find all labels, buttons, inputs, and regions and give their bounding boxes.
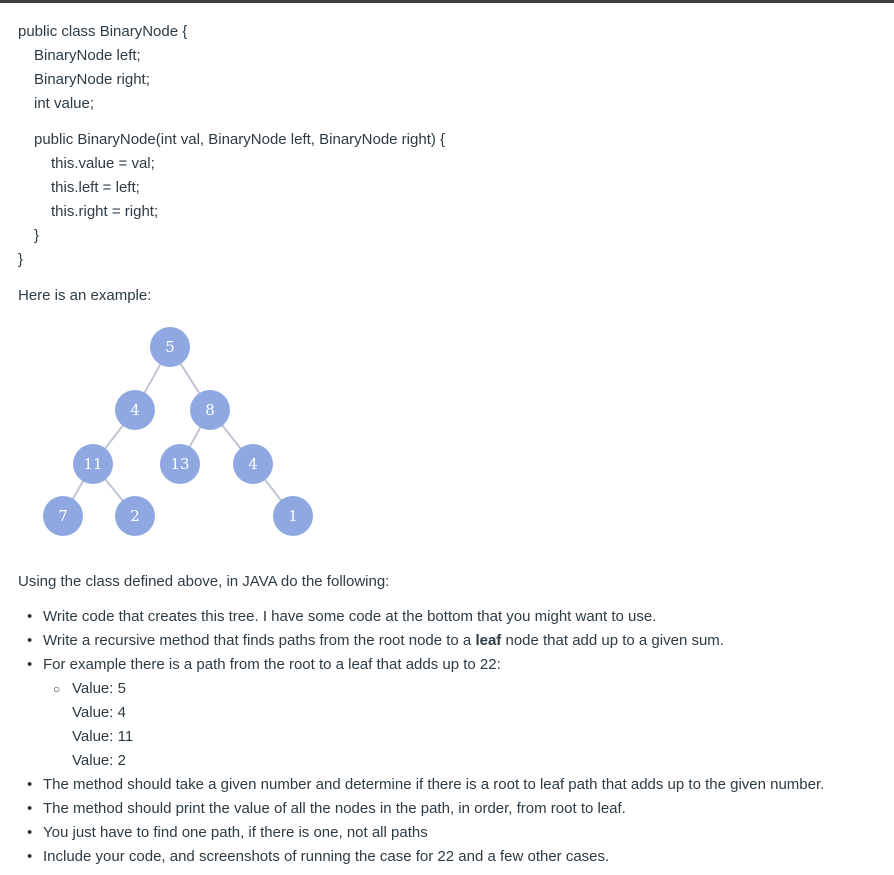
tree-node — [233, 444, 273, 484]
code-line: int value; — [34, 95, 95, 112]
tree-node-label: 4 — [248, 455, 258, 473]
code-line: this.value = val; — [51, 155, 155, 172]
list-item-text: Include your code, and screenshots of running the case for 22 and a few other cases. — [43, 848, 610, 865]
list-item — [0, 845, 894, 869]
code-line: } — [18, 251, 24, 268]
list-item-text: For example there is a path from the root to a leaf that adds up to 22: — [43, 656, 501, 673]
tree-node-label: 5 — [165, 338, 175, 356]
tree-node-label: 11 — [83, 455, 103, 473]
list-item-bold-text: leaf — [475, 632, 502, 649]
example-intro: Here is an example: — [18, 287, 152, 304]
code-line: public BinaryNode(int val, BinaryNode left, BinaryNode right) { — [34, 131, 446, 148]
binary-tree-diagram — [0, 320, 360, 550]
tree-node — [115, 390, 155, 430]
code-line: public class BinaryNode { — [18, 23, 188, 40]
tree-node-label: 2 — [130, 507, 140, 525]
code-line: this.left = left; — [51, 179, 140, 196]
bullet-icon: • — [27, 800, 33, 817]
tree-node — [150, 327, 190, 367]
tree-node — [43, 496, 83, 536]
list-item-text: Write a recursive method that finds paths from the root node to a — [43, 632, 476, 649]
code-line: this.right = right; — [51, 203, 159, 220]
bullet-icon: • — [27, 824, 33, 841]
task-intro: Using the class defined above, in JAVA do the following: — [18, 573, 390, 590]
bullet-icon: • — [27, 608, 33, 625]
tree-node — [73, 444, 113, 484]
tree-node-label: 1 — [288, 507, 298, 525]
list-item — [0, 797, 894, 821]
bullet-icon: • — [27, 656, 33, 673]
tree-node-label: 4 — [130, 401, 140, 419]
list-item-text: You just have to find one path, if there is one, not all paths — [43, 824, 428, 841]
bullet-icon: • — [27, 776, 33, 793]
list-item-text: The method should take a given number and determine if there is a root to leaf path that adds up to the given number. — [43, 776, 825, 793]
path-value-text: Value: 5 — [72, 680, 126, 697]
list-item — [0, 653, 894, 773]
list-item — [0, 773, 894, 797]
list-item — [0, 629, 894, 653]
tree-node-label: 7 — [58, 507, 68, 525]
code-line: } — [34, 227, 40, 244]
list-item — [0, 605, 894, 629]
top-divider — [0, 0, 894, 3]
path-value-text: Value: 2 — [72, 752, 126, 769]
tree-node — [273, 496, 313, 536]
path-value-item — [0, 677, 894, 773]
code-line: BinaryNode right; — [34, 71, 150, 88]
tree-node-label: 13 — [170, 455, 190, 473]
bullet-icon: • — [27, 848, 33, 865]
path-value-text: Value: 4 — [72, 704, 126, 721]
circle-bullet-icon: ○ — [53, 682, 61, 696]
path-example-list — [43, 677, 894, 773]
list-item-text: The method should print the value of all the nodes in the path, in order, from root to leaf. — [43, 800, 626, 817]
code-line: BinaryNode left; — [34, 47, 141, 64]
tree-node — [115, 496, 155, 536]
list-item — [0, 821, 894, 845]
bullet-icon: • — [27, 632, 33, 649]
list-item-text: node that add up to a given sum. — [501, 632, 724, 649]
tree-node — [160, 444, 200, 484]
tree-node-label: 8 — [205, 401, 215, 419]
path-value-text: Value: 11 — [72, 728, 134, 745]
tree-edges — [63, 347, 293, 516]
tree-node — [190, 390, 230, 430]
requirements-list — [0, 605, 894, 869]
list-item-text: Write code that creates this tree. I have some code at the bottom that you might want to use. — [43, 608, 657, 625]
